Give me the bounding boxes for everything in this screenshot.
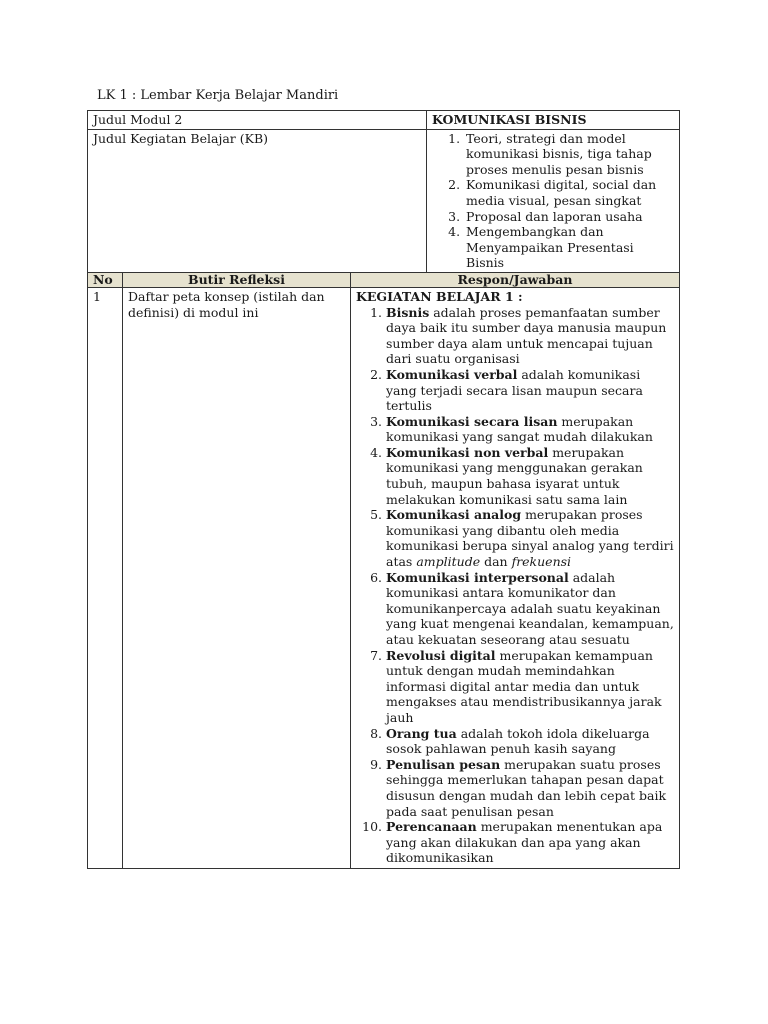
concept-item (386, 305, 674, 367)
concept-term: Komunikasi analog (386, 507, 522, 523)
table-header-row (88, 272, 680, 287)
concept-definition: merupakan suatu proses sehingga memerlukan tahapan pesan dapat disusun dengan mudah dan lebih cepat baik pada saat penulisan pesan (386, 756, 667, 819)
concept-term: Komunikasi non verbal (386, 444, 549, 460)
concept-definition: adalah komunikasi antara komunikator dan komunikanpercaya adalah suatu keyakinan yang kuat mengenai keandalan, kemampuan, atau kekuatan seseorang atau sesuatu (386, 569, 674, 647)
row-respon (351, 287, 680, 868)
concept-term: Orang tua (386, 725, 457, 741)
concept-term: Penulisan pesan (386, 756, 501, 772)
module-label: Judul Modul 2 (88, 111, 427, 130)
header-butir: Butir Refleksi (123, 272, 351, 287)
kb-item: 3. Proposal dan laporan usaha (464, 209, 674, 225)
concept-definition: merupakan kemampuan untuk dengan mudah memindahkan informasi digital antar media dan untuk mengakses atau mendistribusikannya jarak jauh (386, 647, 662, 725)
header-no: No (88, 272, 123, 287)
concept-definition: merupakan komunikasi yang menggunakan gerakan tubuh, maupun bahasa isyarat untuk melakukan komunikasi satu sama lain (386, 444, 643, 507)
concept-term: Komunikasi interpersonal (386, 569, 569, 585)
table-row (88, 287, 680, 868)
concept-item (386, 648, 674, 726)
module-row (88, 111, 680, 130)
concept-item (386, 819, 674, 866)
concept-term: Bisnis (386, 304, 430, 320)
row-number: 1 (88, 287, 123, 868)
worksheet-table (87, 110, 680, 869)
concept-term: Revolusi digital (386, 647, 496, 663)
concept-emphasis: amplitude (416, 554, 481, 570)
concept-item (386, 445, 674, 507)
concept-definition: merupakan menentukan apa yang akan dilakukan dan apa yang akan dikomunikasikan (386, 819, 663, 866)
concept-item (386, 757, 674, 819)
kb-list (432, 131, 674, 271)
header-respon: Respon/Jawaban (351, 272, 680, 287)
kb-heading: KEGIATAN BELAJAR 1 : (356, 288, 523, 304)
concept-item (386, 570, 674, 648)
concept-term: Perencanaan (386, 819, 477, 835)
concept-item (386, 726, 674, 757)
concept-definition: adalah proses pemanfaatan sumber daya baik itu sumber daya manusia maupun sumber daya alam untuk mencapai tujuan dari suatu organisasi (386, 304, 667, 367)
kb-row (88, 129, 680, 272)
row-butir: Daftar peta konsep (istilah dan definisi) di modul ini (123, 287, 351, 868)
concept-term: Komunikasi verbal (386, 366, 518, 382)
concept-item (386, 414, 674, 445)
concept-definition: merupakan proses komunikasi yang dibantu oleh media komunikasi berupa sinyal analog yang terdiri atas (386, 507, 674, 570)
module-value: KOMUNIKASI BISNIS (427, 111, 680, 130)
kb-item: 1. Teori, strategi dan model komunikasi bisnis, tiga tahap proses menulis pesan bisnis (464, 131, 674, 178)
concept-item (386, 507, 674, 569)
concept-item (386, 367, 674, 414)
concept-term: Komunikasi secara lisan (386, 413, 558, 429)
concept-emphasis: frekuensi (511, 554, 572, 570)
concept-definition: merupakan komunikasi yang sangat mudah dilakukan (386, 413, 653, 445)
kb-item: 2. Komunikasi digital, social dan media visual, pesan singkat (464, 177, 674, 208)
kb-item: 4. Mengembangkan dan Menyampaikan Presentasi Bisnis (464, 224, 674, 271)
document-title: LK 1 : Lembar Kerja Belajar Mandiri (97, 88, 339, 103)
concept-list (356, 305, 674, 866)
concept-connector: dan (480, 554, 512, 570)
concept-definition: adalah tokoh idola dikeluarga sosok pahlawan penuh kasih sayang (386, 725, 650, 757)
concept-definition: adalah komunikasi yang terjadi secara lisan maupun secara tertulis (386, 366, 643, 414)
kb-list-cell (427, 129, 680, 272)
kb-label: Judul Kegiatan Belajar (KB) (88, 129, 427, 272)
